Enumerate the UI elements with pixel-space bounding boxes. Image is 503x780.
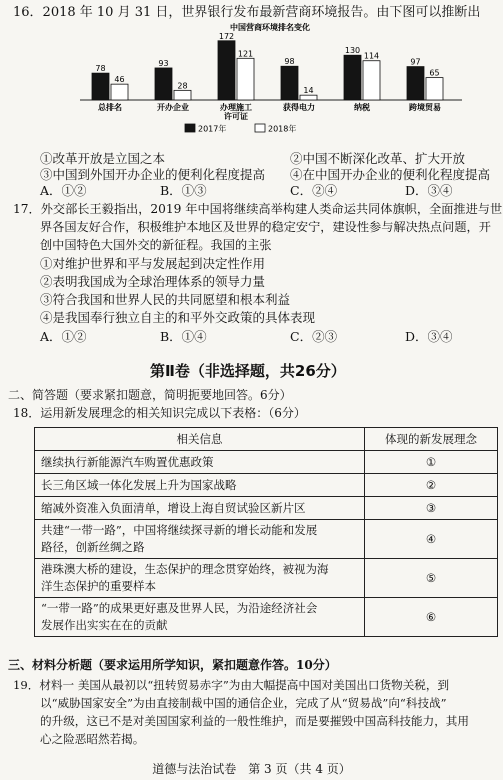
bar-2018-3 [300,95,317,100]
table-cell-answer: ② [365,474,498,497]
q17-line-2: 界各国友好合作，积极维护本地区及世界的稳定安宁，建设性参与解决热点问题，开 [40,220,491,234]
table-cell-answer: ⑥ [365,598,498,637]
q16-option-2: ②中国不断深化改革、扩大开放 [290,151,466,166]
bar-2017-5 [407,67,424,100]
legend-swatch [255,124,265,132]
q16-option-1: ①改革开放是立国之本 [40,151,166,166]
page-footer: 道德与法治试卷 第 3 页（共 4 页） [152,762,351,776]
legend-label: 2017年 [198,124,227,134]
bar-2017-0 [92,73,109,100]
bar-2018-2 [237,58,254,100]
data-label: 97 [410,57,421,67]
q17-choice-b: B．①④ [160,329,207,344]
q19-line-3: 的升级，这已不是对美国国家利益的一般性维护，而是要摧毁中国高科技能力，其用 [40,714,469,728]
data-label: 28 [177,81,188,91]
table-row [35,451,498,474]
q17-line-3: 创中国特色大国外交的新征程。我国的主张 [40,238,272,252]
data-label: 130 [344,46,361,56]
q16-choice-c: C．②④ [290,183,338,198]
q17-option-4: ④是我国奉行独立自主的和平外交政策的具体表现 [40,310,316,325]
chart-title: 中国营商环境排名变化 [230,23,310,32]
q17-option-3: ③符合我国和世界人民的共同愿望和根本利益 [40,292,291,307]
question-18-stem: 18．运用新发展理念的相关知识完成以下表格：（6分） [13,406,306,420]
table-header-info: 相关信息 [35,428,365,451]
data-label: 121 [237,49,254,59]
data-label: 114 [363,51,380,61]
table-row [35,559,498,598]
q17-choice-a: A．①② [40,329,87,344]
part-2-title: 第Ⅱ卷（非选择题，共26分） [150,362,346,380]
q17-choice-c: C．②③ [290,329,338,344]
table-header-concept: 体现的新发展理念 [365,428,498,451]
table-row [35,520,498,559]
q16-choice-d: D．③④ [405,183,453,198]
table-cell-info: 共建“一带一路”，中国将继续探寻新的增长动能和发展 路径，创新丝绸之路 [35,520,365,559]
table-row [35,497,498,520]
bar-2018-5 [426,78,443,100]
category-label: 获得电力 [283,103,315,112]
table-cell-answer: ⑤ [365,559,498,598]
table-cell-info: 港珠澳大桥的建设，生态保护的理念贯穿始终，被视为海 洋生态保护的重要样本 [35,559,365,598]
category-label: 许可证 [224,112,248,121]
q19-line-4: 心之险恶昭然若揭。 [40,732,145,746]
data-label: 65 [429,68,440,78]
category-label: 纳税 [354,103,370,112]
table-cell-answer: ③ [365,497,498,520]
q16-option-4: ④在中国开办企业的便利化程度提高 [290,167,491,182]
table-cell-info: 缩减外资准入负面清单，增设上海自贸试验区新片区 [35,497,365,520]
table-cell-answer: ① [365,451,498,474]
bar-2018-0 [111,84,128,100]
table-cell-info: 继续执行新能源汽车购置优惠政策 [35,451,365,474]
q17-choice-d: D．③④ [405,329,453,344]
q17-option-1: ①对维护世界和平与发展起到决定性作用 [40,256,266,271]
q19-line-1: 19．材料一 美国从最初以“扭转贸易赤字”为由大幅提高中国对美国出口货物关税，到 [13,678,450,692]
category-label: 开办企业 [157,103,189,112]
bar-2017-2 [218,41,235,100]
bar-2018-4 [363,61,380,100]
data-label: 46 [114,75,125,85]
category-label: 跨境贸易 [409,103,441,112]
legend-swatch [185,124,195,132]
q19-line-2: 以“威胁国家安全”为由直接制裁中国的通信企业，完成了从“贸易战”向“科技战” [40,696,447,710]
table-row [35,474,498,497]
bar-2017-3 [281,66,298,100]
table-cell-info: “一带一路”的成果更好惠及世界人民，为沿途经济社会 发展作出实实在在的贡献 [35,598,365,637]
q17-option-2: ②表明我国成为全球治理体系的领导力量 [40,274,266,289]
data-label: 172 [218,31,235,41]
category-label: 办理施工 [220,103,252,112]
q17-line-1: 17．外交部长王毅指出，2019 年中国将继续高举构建人类命运共同体旗帜，全面推进与世 [13,202,503,216]
question-16-stem: 16．2018 年 10 月 31 日，世界银行发布最新营商环境报告。由下图可以推断出 [13,5,481,20]
q16-choice-b: B．①③ [160,183,207,198]
table-cell-info: 长三角区域一体化发展上升为国家战略 [35,474,365,497]
data-label: 93 [158,58,169,68]
bar-2017-4 [344,55,361,100]
bar-chart [70,23,470,150]
data-label: 98 [284,57,295,67]
bar-2017-1 [155,68,172,100]
table-row [35,598,498,637]
category-label: 总排名 [98,103,122,112]
section-2-title: 二、简答题（要求紧扣题意，简明扼要地回答。6分） [8,388,292,402]
legend-label: 2018年 [268,124,297,134]
bar-2018-1 [174,90,191,100]
data-label: 78 [95,64,106,74]
section-3-title: 三、材料分析题（要求运用所学知识，紧扣题意作答。10分） [8,658,337,672]
q16-choice-a: A．①② [40,183,87,198]
q16-option-3: ③中国到外国开办企业的便利化程度提高 [40,167,266,182]
concept-table [34,427,498,637]
data-label: 14 [303,86,314,96]
table-header-row [35,428,498,451]
table-cell-answer: ④ [365,520,498,559]
